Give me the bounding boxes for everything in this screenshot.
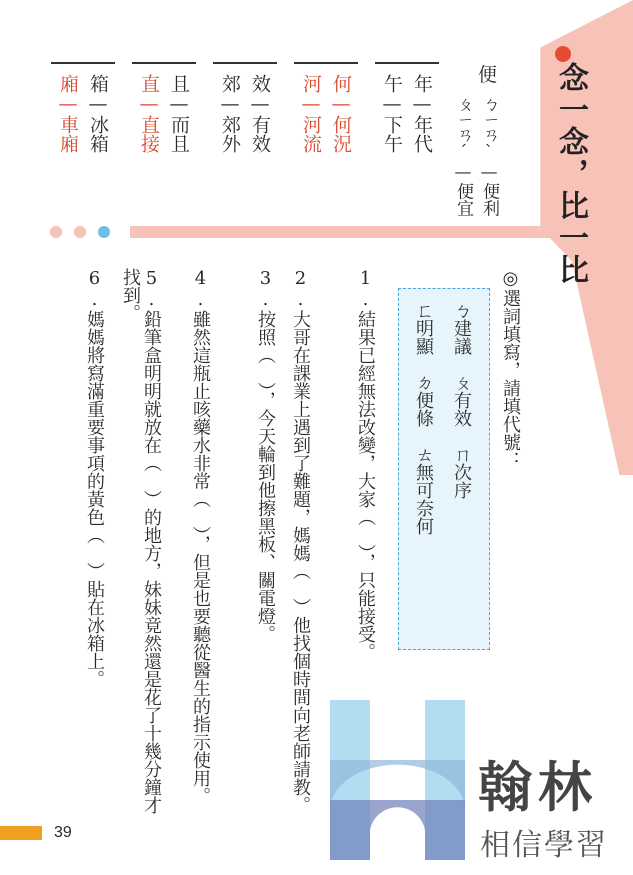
word-group-1-col2: 年—年代 [411, 74, 433, 153]
word-group-5 [51, 62, 115, 194]
watermark-slogan: 相信學習 [480, 828, 608, 863]
header-word-2: ㄆㄧㄢˊ—便宜 [453, 95, 473, 217]
dot-1 [50, 226, 62, 238]
word-group-4-col1: 直—直接 [138, 74, 160, 153]
page-number: 39 [54, 824, 72, 841]
options-box [398, 288, 490, 650]
dot-3 [98, 226, 110, 238]
word-group-3-col2: 效—有效 [249, 74, 271, 153]
word-group-5-col2: 箱—冰箱 [87, 74, 109, 153]
divider-dots [50, 226, 110, 238]
options-row-2: ㄈ明顯 ㄉ便條 ㄊ無可奈何 [413, 301, 434, 535]
header-char: 便 [478, 64, 498, 86]
title-dot [555, 46, 571, 62]
word-group-1-col1: 午—下午 [381, 74, 403, 153]
question-6: 6.媽媽將寫滿重要事項的黃色（ ）貼在冰箱上。 [84, 268, 105, 688]
header-word-1: ㄅㄧㄢˋ—便利 [479, 95, 499, 217]
word-group-5-col1: 廂—車廂 [57, 74, 79, 153]
word-group-4 [132, 62, 196, 194]
word-group-3 [213, 62, 277, 194]
question-2: 2.大哥在課業上遇到了難題，媽媽（ ）他找個時間向老師請教。 [290, 268, 311, 814]
divider-line [130, 226, 550, 238]
word-group-3-col1: 郊—郊外 [219, 74, 241, 153]
options-row-1: ㄅ建議 ㄆ有效 ㄇ次序 [451, 301, 472, 499]
word-group-4-col2: 且—而且 [168, 74, 190, 153]
page-title: 念一念，比一比 [553, 62, 588, 286]
word-group-1 [375, 62, 439, 194]
dot-2 [74, 226, 86, 238]
question-1: 1.結果已經無法改變，大家（ ），只能接受。 [355, 268, 376, 661]
question-5: 5.鉛筆盒明明就放在（ ）的地方，妹妹竟然還是花了十幾分鐘才找到。 [120, 268, 162, 814]
watermark-logo [330, 700, 470, 860]
word-group-2 [294, 62, 358, 194]
watermark-brand: 翰林 [478, 756, 598, 819]
question-3: 3.按照（ ），今天輪到他擦黑板、關電燈。 [255, 268, 276, 643]
instruction: ◎選詞填寫，請填代號： [500, 268, 521, 469]
page-number-bar [0, 826, 42, 840]
question-4: 4.雖然這瓶止咳藥水非常（ ），但是也要聽從醫生的指示使用。 [190, 268, 211, 805]
word-group-2-col2: 何—何況 [330, 74, 352, 153]
word-group-2-col1: 河—河流 [300, 74, 322, 153]
